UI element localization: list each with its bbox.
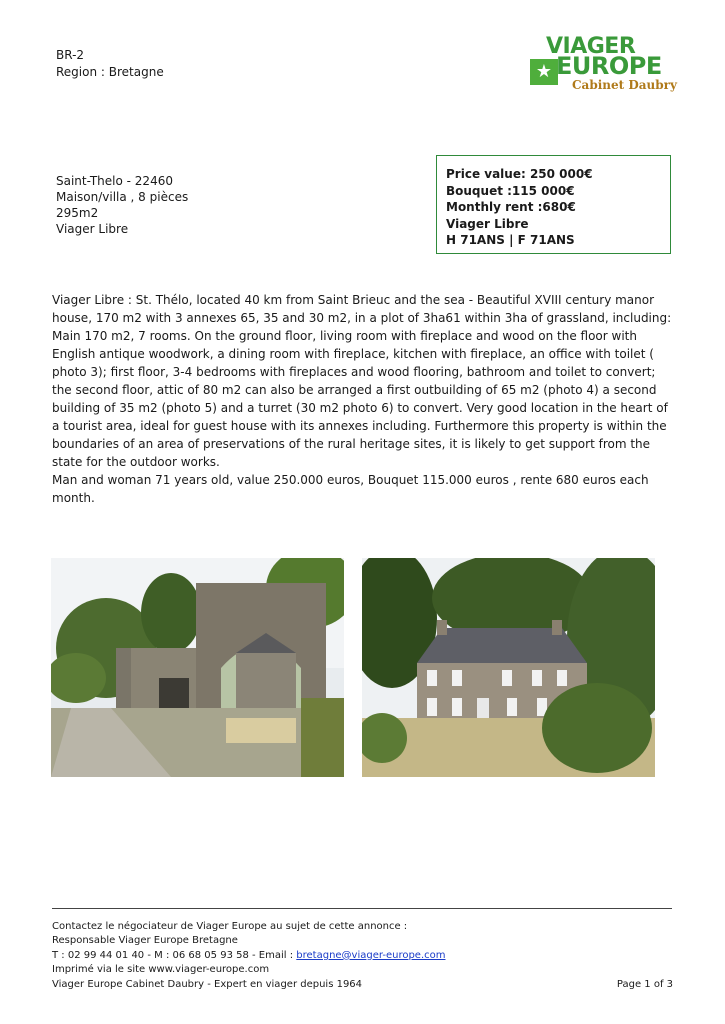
region-label: Region : Bretagne — [56, 65, 164, 79]
footer-divider — [52, 908, 672, 909]
description-paragraph: Viager Libre : St. Thélo, located 40 km from Saint Brieuc and the sea - Beautiful XVIII century manor house, 170 m2 with 3 annexes 65, 35 and 30 m2, in a plot of 3ha61 within 3ha of grassland, including: Main 170 m2, 7 rooms. On the ground floor, living room with fireplace and wood on the floor with English antique woodwork, a dining room with fireplace, kitchen with fireplace, an office with toilet ( photo 3); first floor, 3-4 bedrooms with fireplaces and wood flooring, bathroom and toilet to convert; the second floor, attic of 80 m2 can also be arranged a first outbuilding of 65 m2 (photo 4) a second building of 35 m2 (photo 5) and a turret (30 m2 photo 6) to convert. Very good location in the heart of a tourist area, ideal for guest house with its annexes including. Furthermore this property is within the boundaries of an area of preservations of the rural heritage sites, it is likely to get support from the state for the outdoor works. — [52, 293, 672, 469]
price-value: Price value: 250 000€ — [446, 167, 593, 181]
price-box — [436, 155, 671, 254]
property-status: Viager Libre — [56, 222, 129, 236]
property-location: Saint-Thelo - 22460 — [56, 174, 173, 188]
logo-line-2: EUROPE — [556, 52, 662, 80]
monthly-rent: Monthly rent :680€ — [446, 200, 576, 214]
property-photo[interactable] — [362, 558, 655, 777]
footer-contact-intro: Contactez le négociateur de Viager Europe au sujet de cette annonce : — [52, 921, 408, 932]
description-paragraph: Man and woman 71 years old, value 250.000 euros, Bouquet 115.000 euros , rente 680 euros each month. — [52, 473, 649, 505]
viager-status: Viager Libre — [446, 216, 529, 231]
footer-company: Viager Europe Cabinet Daubry - Expert en viager depuis 1964 — [52, 978, 363, 990]
property-surface: 295m2 — [56, 206, 99, 220]
occupant-ages: H 71ANS | F 71ANS — [446, 233, 575, 247]
page-number: Page 1 of 3 — [616, 978, 673, 990]
star-icon: ★ — [530, 59, 558, 85]
viager-europe-logo[interactable] — [528, 34, 678, 96]
stone-gate-photo-image — [51, 558, 344, 777]
reference-code: BR-2 — [56, 48, 85, 62]
bouquet-value: Bouquet :115 000€ — [446, 183, 575, 198]
email-link[interactable]: bretagne@viager-europe.com — [296, 949, 446, 961]
logo-line-3: Cabinet Daubry — [572, 78, 677, 92]
property-description — [52, 291, 674, 507]
logo-line-1: VIAGER — [546, 34, 636, 59]
footer-printed-via: Imprimé via le site www.viager-europe.com — [52, 964, 270, 976]
footer-responsable: Responsable Viager Europe Bretagne — [52, 935, 238, 947]
property-type: Maison/villa , 8 pièces — [56, 190, 189, 204]
property-info — [56, 173, 188, 237]
footer-phone: T : 02 99 44 01 40 - M : 06 68 05 93 58 - Email : — [52, 949, 297, 961]
footer — [52, 920, 673, 992]
reference-block — [56, 47, 164, 81]
property-photo[interactable] — [51, 558, 344, 777]
footer-phone-line — [52, 949, 673, 963]
manor-house-photo-image — [362, 558, 655, 777]
